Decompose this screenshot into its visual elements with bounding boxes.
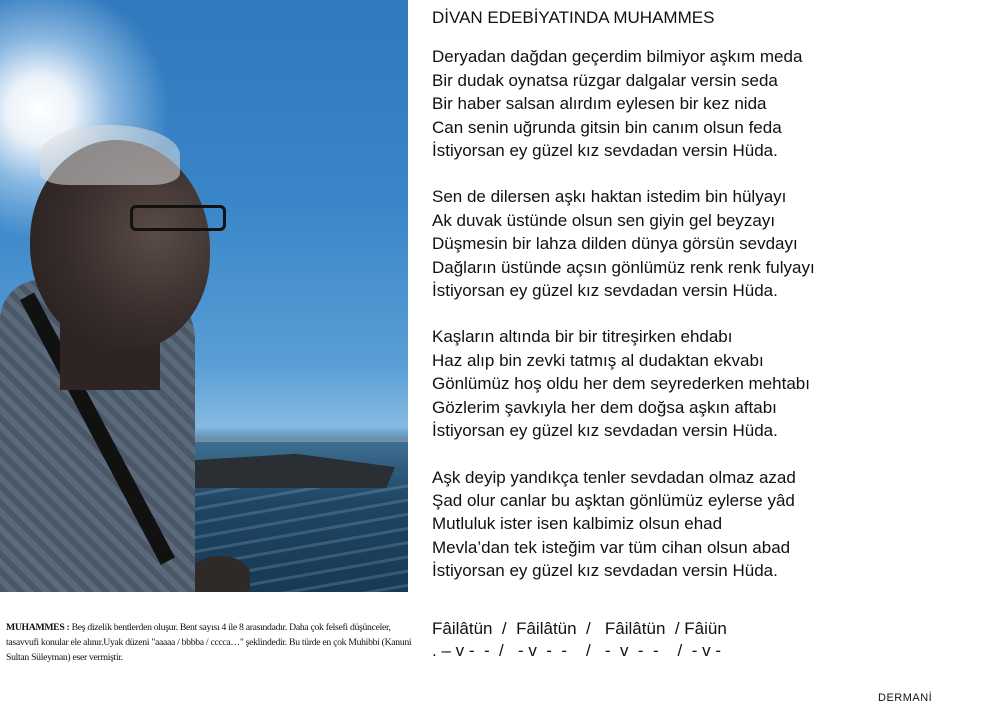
verse-line: Sen de dilersen aşkı haktan istedim bin hülyayı	[432, 187, 787, 207]
poet-photo	[0, 0, 408, 592]
refrain-line: İstiyorsan ey güzel kız sevdadan versin Hüda.	[432, 141, 778, 161]
refrain-line: İstiyorsan ey güzel kız sevdadan versin Hüda.	[432, 281, 778, 301]
hair	[40, 125, 180, 185]
verse-line: Şad olur canlar bu aşktan gönlümüz eylerse yâd	[432, 490, 795, 510]
meter-feet: Fâilâtün / Fâilâtün / Fâilâtün / Fâiün	[432, 619, 727, 638]
poem	[432, 6, 992, 606]
poem-title: DİVAN EDEBİYATINDA MUHAMMES	[432, 8, 715, 27]
author-signature: DERMANİ	[878, 692, 933, 704]
verse-line: Düşmesin bir lahza dilden dünya görsün sevdayı	[432, 234, 798, 254]
verse-line: Mevla’dan tek isteğim var tüm cihan olsun abad	[432, 537, 791, 557]
verse-line: Bir dudak oynatsa rüzgar dalgalar versin seda	[432, 70, 778, 90]
verse-line: Gözlerim şavkıyla her dem doğsa aşkın aftabı	[432, 397, 777, 417]
aruz-meter	[432, 618, 727, 662]
meter-scansion: . – v - - / - v - - / - v - - / - v -	[432, 641, 721, 660]
stanza-4	[432, 466, 992, 583]
verse-line: Kaşların altında bir bir titreşirken ehdabı	[432, 327, 733, 347]
stanza-2	[432, 185, 992, 302]
verse-line: Deryadan dağdan geçerdim bilmiyor aşkım meda	[432, 47, 803, 67]
verse-line: Ak duvak üstünde olsun sen giyin gel beyzayı	[432, 210, 776, 230]
stanza-3	[432, 325, 992, 442]
stanza-1	[432, 45, 992, 162]
verse-line: Mutluluk ister isen kalbimiz olsun ehad	[432, 514, 723, 534]
refrain-line: İstiyorsan ey güzel kız sevdadan versin Hüda.	[432, 421, 778, 441]
verse-line: Dağların üstünde açsın gönlümüz renk renk fulyayı	[432, 257, 815, 277]
verse-line: Can senin uğrunda gitsin bin canım olsun feda	[432, 117, 782, 137]
caption-label: MUHAMMES :	[6, 622, 70, 633]
verse-line: Bir haber salsan alırdım eylesen bir kez nida	[432, 94, 767, 114]
man-silhouette	[0, 120, 230, 592]
verse-line: Haz alıp bin zevki tatmış al dudaktan ekvabı	[432, 350, 764, 370]
glasses	[130, 205, 226, 231]
muhammes-caption	[6, 620, 422, 665]
verse-line: Aşk deyip yandıkça tenler sevdadan olmaz azad	[432, 467, 796, 487]
caption-text: Beş dizelik bentlerden oluşur. Bent sayısı 4 ile 8 arasındadır. Daha çok felsefi düşünceler, tasavvufi konular ele alınır.Uyak düzeni "aaaaa / bbbba / cccca…" şeklindedir. Bu türde en çok Muhibbi (Kanuni Sultan Süleyman) eser vermiştir.	[6, 622, 412, 663]
verse-line: Gönlümüz hoş oldu her dem seyrederken mehtabı	[432, 374, 810, 394]
refrain-line: İstiyorsan ey güzel kız sevdadan versin Hüda.	[432, 561, 778, 581]
